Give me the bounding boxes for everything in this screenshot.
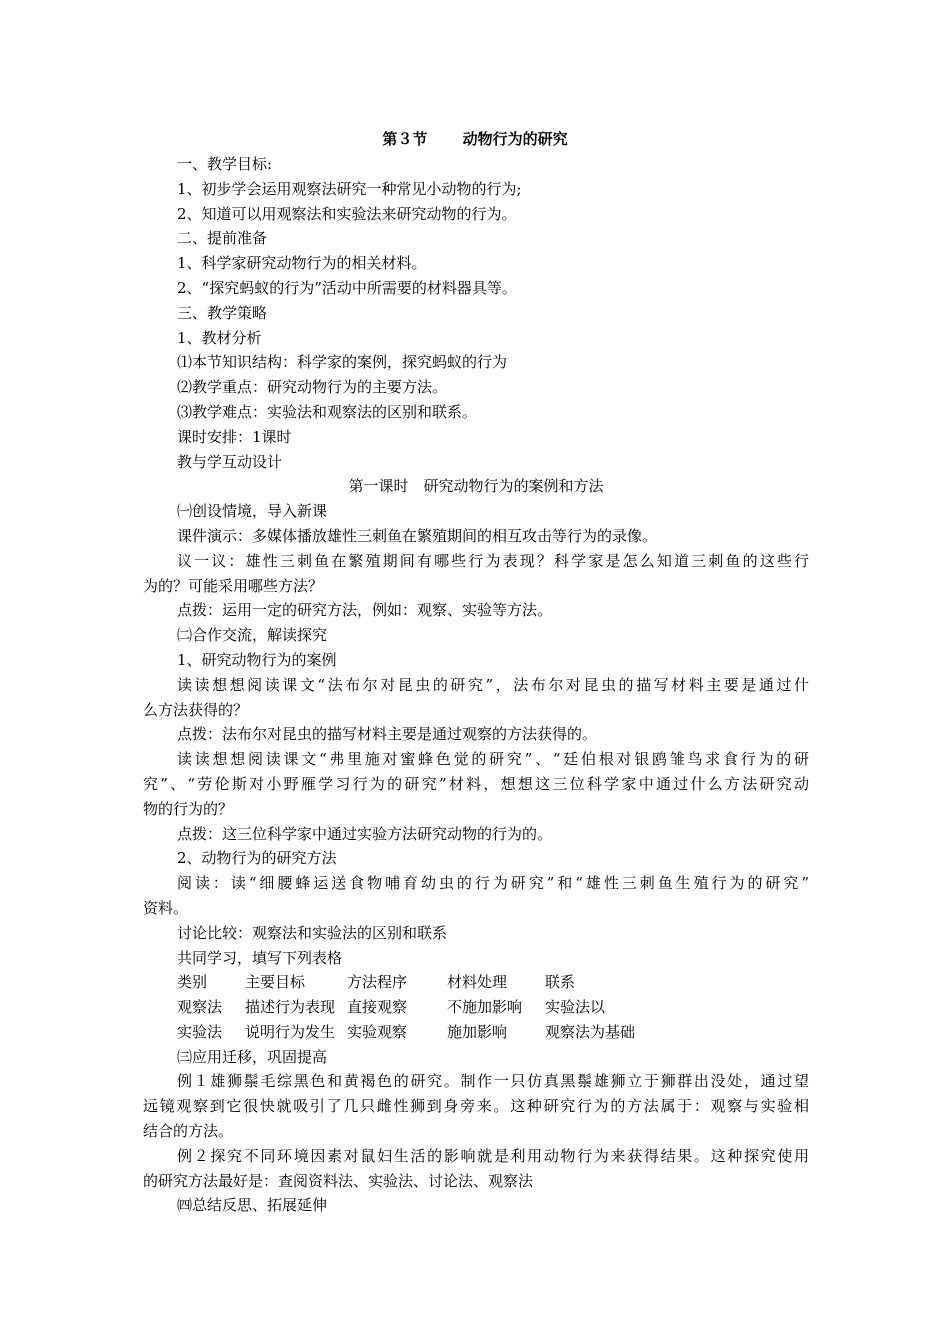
table-cell: 施加影响	[447, 1022, 508, 1041]
reading-1-line-2: 么方法获得的？	[143, 700, 249, 719]
example-2-line-1: 例２探究不同环境因素对鼠妇生活的影响就是利用动物行为来获得结果。这种探究使用	[177, 1146, 809, 1165]
reading-2-line-1: 读读想想阅读课文“弗里施对蜜蜂色觉的研究”、“廷伯根对银鸥雏鸟求食行为的研	[177, 750, 809, 769]
objective-1: 1、初步学会运用观察法研究一种常见小动物的行为;	[177, 179, 522, 198]
analysis-key-point: ⑵教学重点：研究动物行为的主要方法。	[177, 378, 448, 397]
step-3-heading: ㈢应用迁移，巩固提高	[177, 1047, 328, 1066]
discussion-line-2: 为的？可能采用哪些方法？	[143, 576, 324, 595]
preparation-2: 2、“探究蚂蚁的行为”活动中所需要的材料器具等。	[177, 278, 517, 297]
table-header-cell: 方法程序	[347, 973, 408, 992]
section-heading-preparation: 二、提前准备	[177, 229, 268, 248]
reading-2-line-3: 物的行为的？	[143, 799, 234, 818]
reading-1-line-1: 读读想想阅读课文“法布尔对昆虫的研究”，法布尔对昆虫的描写材料主要是通过什	[177, 675, 809, 694]
methods-heading: 2、动物行为的研究方法	[177, 849, 337, 868]
step-1-heading: ㈠创设情境，导入新课	[177, 502, 328, 521]
class-hours: 课时安排：1课时	[177, 427, 292, 446]
example-1-line-3: 结合的方法。	[143, 1122, 234, 1141]
document-body	[143, 152, 809, 1218]
discussion-line-1: 议一议：雄性三刺鱼在繁殖期间有哪些行为表现？科学家是怎么知道三刺鱼的这些行	[177, 551, 809, 570]
table-cell: 观察法	[177, 998, 223, 1017]
preparation-1: 1、科学家研究动物行为的相关材料。	[177, 254, 427, 273]
example-1-line-2: 远镜观察到它很快就吸引了几只雌性狮到身旁来。这种研究行为的方法属于：观察与实验相	[143, 1097, 809, 1116]
example-2-line-2: 的研究方法最好是：查阅资料法、实验法、讨论法、观察法	[143, 1171, 534, 1190]
reading-3-line-2: 资料。	[143, 898, 189, 917]
step-2-heading: ㈡合作交流，解读探究	[177, 626, 328, 645]
analysis-difficulty: ⑶教学难点：实验法和观察法的区别和联系。	[177, 402, 478, 421]
table-instruction: 共同学习，填写下列表格	[177, 948, 343, 967]
section-heading-objectives: 一、教学目标:	[177, 155, 273, 173]
table-cell: 实验法以	[545, 998, 606, 1017]
objective-2: 2、知道可以用观察法和实验法来研究动物的行为。	[177, 204, 517, 223]
analysis-structure: ⑴本节知识结构：科学家的案例，探究蚂蚁的行为	[177, 353, 508, 372]
section-heading-strategy: 三、教学策略	[177, 303, 268, 322]
page-title: 第３节 动物行为的研究	[382, 130, 568, 148]
table-cell: 说明行为发生	[245, 1022, 336, 1041]
table-header-cell: 材料处理	[447, 973, 508, 992]
table-header-cell: 联系	[545, 973, 576, 992]
table-cell: 实验观察	[347, 1022, 408, 1041]
reading-2-line-2: 究”、“劳伦斯对小野雁学习行为的研究”材料，想想这三位科学家中通过什么方法研究动	[143, 774, 809, 793]
hint-2: 点拨：法布尔对昆虫的描写材料主要是通过观察的方法获得的。	[177, 725, 598, 744]
step-4-heading: ㈣总结反思、拓展延伸	[177, 1196, 328, 1215]
table-row	[143, 995, 809, 1020]
table-header-cell: 主要目标	[245, 973, 306, 992]
hint-3: 点拨：这三位科学家中通过实验方法研究动物的行为的。	[177, 824, 553, 843]
table-header-cell: 类别	[177, 973, 208, 992]
lesson-title: 第一课时 研究动物行为的案例和方法	[348, 477, 604, 496]
table-row	[143, 1020, 809, 1045]
subheading-textbook-analysis: 1、教材分析	[177, 328, 262, 347]
table-cell: 实验法	[177, 1022, 223, 1041]
example-1-line-1: 例１雄狮鬃毛综黑色和黄褐色的研究。制作一只仿真黑鬃雄狮立于狮群出没处，通过望	[177, 1072, 809, 1091]
courseware-demo: 课件演示：多媒体播放雄性三刺鱼在繁殖期间的相互攻击等行为的录像。	[177, 526, 658, 545]
table-header-row	[143, 970, 809, 995]
table-cell: 观察法为基础	[545, 1022, 636, 1041]
case-heading: 1、研究动物行为的案例	[177, 650, 337, 669]
table-cell: 不施加影响	[447, 998, 523, 1017]
interactive-design-heading: 教与学互动设计	[177, 452, 283, 471]
reading-3-line-1: 阅读：读“细腰蜂运送食物哺育幼虫的行为研究”和“雄性三刺鱼生殖行为的研究”	[177, 874, 809, 893]
hint-1: 点拨：运用一定的研究方法，例如：观察、实验等方法。	[177, 601, 553, 620]
table-cell: 描述行为表现	[245, 998, 336, 1017]
comparison-discussion: 讨论比较：观察法和实验法的区别和联系	[177, 923, 448, 942]
table-cell: 直接观察	[347, 998, 408, 1017]
